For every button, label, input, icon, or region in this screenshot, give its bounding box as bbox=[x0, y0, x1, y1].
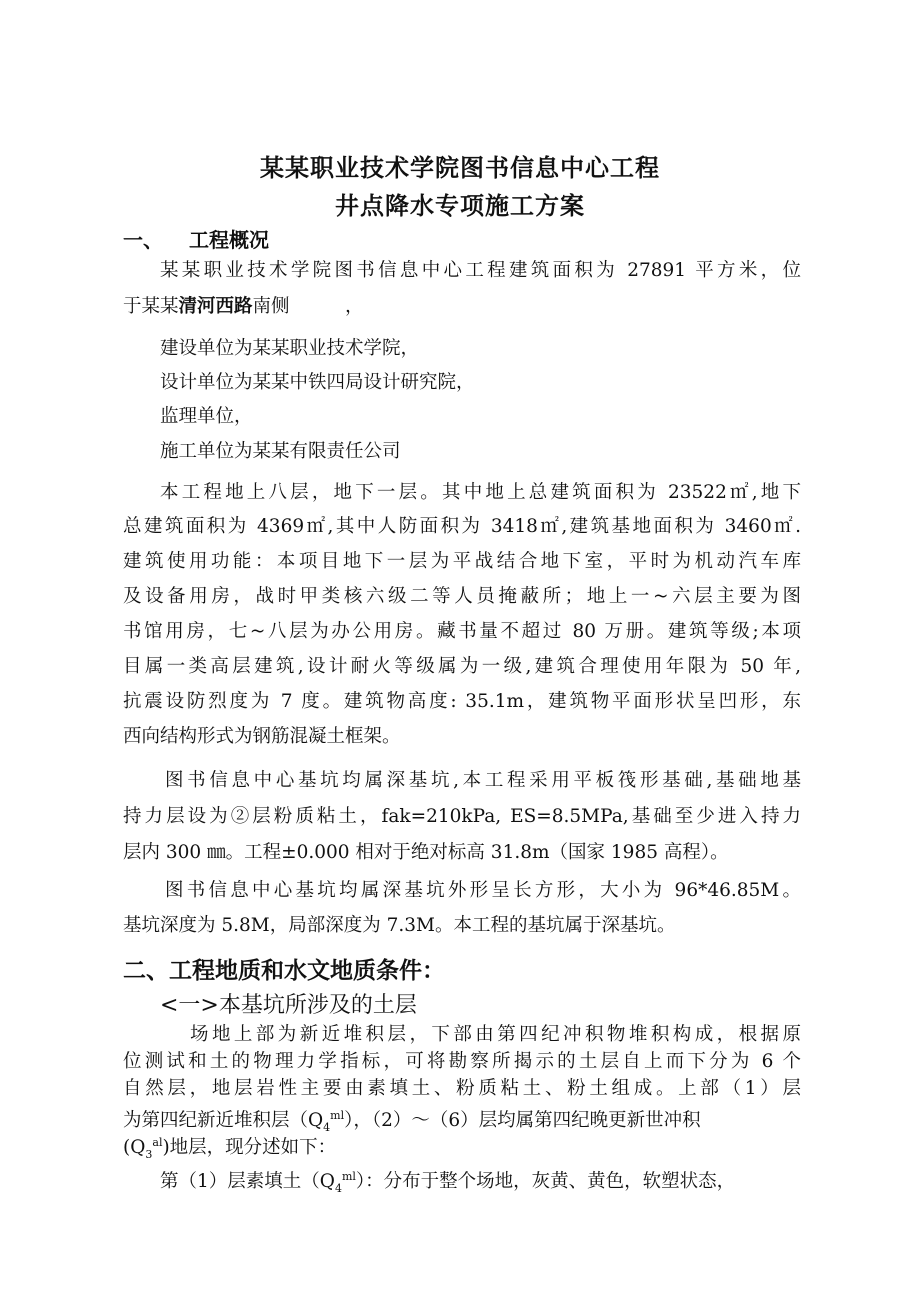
paragraph-line: 持力层设为②层粉质粘土，fak=210kPa, ES=8.5MPa,基础至少进入持力 bbox=[123, 806, 801, 827]
paragraph-line: 为第四纪新近堆积层$(Q_4^{ml})$，（2）～（6）层均属第四纪晚更新世冲积 bbox=[123, 1109, 701, 1134]
paragraph-line: 设计单位为某某中铁四局设计研究院， bbox=[160, 372, 475, 393]
paragraph-line: 本工程地上八层，地下一层。其中地上总建筑面积为 23522㎡,地下 bbox=[160, 482, 801, 503]
section-heading-2: 二、工程地质和水文地质条件： bbox=[123, 958, 445, 984]
section-title: 工程概况 bbox=[189, 228, 269, 252]
paragraph-line: 场地上部为新近堆积层，下部由第四纪冲积物堆积构成，根据原 bbox=[190, 1024, 801, 1045]
section-number: 一、 bbox=[123, 228, 163, 252]
paragraph-line: 自然层，地层岩性主要由素填土、粉质粘土、粉土组成。上部（1）层 bbox=[123, 1078, 801, 1099]
subsection-heading: <一>本基坑所涉及的土层 bbox=[160, 993, 417, 1018]
paragraph-line: $(Q_3^{al})$地层，现分述如下： bbox=[123, 1136, 337, 1161]
section-heading-1 bbox=[123, 224, 269, 253]
paragraph-line: 总建筑面积为 4369㎡,其中人防面积为 3418㎡,建筑基地面积为 3460㎡. bbox=[123, 516, 801, 537]
paragraph-line: 位测试和土的物理力学指标，可将勘察所揭示的土层自上而下分为 6 个 bbox=[123, 1051, 801, 1072]
paragraph-line: 书馆用房，七~八层为办公用房。藏书量不超过 80 万册。建筑等级;本项 bbox=[123, 621, 801, 642]
paragraph-line: 监理单位， bbox=[160, 406, 253, 427]
paragraph-line: 第（1）层素填土$(Q_4^{ml})$：分布于整个场地，灰黄、黄色，软塑状态， bbox=[160, 1170, 736, 1195]
paragraph-line: 建筑使用功能：本项目地下一层为平战结合地下室，平时为机动汽车库 bbox=[123, 551, 801, 572]
road-name: 清河西路 bbox=[178, 296, 253, 317]
doc-title-line2: 井点降水专项施工方案 bbox=[335, 192, 585, 220]
paragraph-line: 某某职业技术学院图书信息中心工程建筑面积为 27891 平方米，位 bbox=[160, 260, 801, 281]
paragraph-line: 图书信息中心基坑均属深基坑,本工程采用平板筏形基础,基础地基 bbox=[165, 770, 801, 791]
paragraph-line: 目属一类高层建筑,设计耐火等级属为一级,建筑合理使用年限为 50 年, bbox=[123, 656, 801, 677]
paragraph-line: 及设备用房，战时甲类核六级二等人员掩蔽所；地上一~六层主要为图 bbox=[123, 586, 801, 607]
doc-title-line1: 某某职业技术学院图书信息中心工程 bbox=[260, 154, 660, 182]
paragraph-line: 抗震设防烈度为 7 度。建筑物高度: 35.1m，建筑物平面形状呈凹形，东 bbox=[123, 691, 801, 712]
paragraph-line: 图书信息中心基坑均属深基坑外形呈长方形，大小为 96*46.85M。 bbox=[165, 880, 801, 901]
paragraph-line: 建设单位为某某职业技术学院， bbox=[160, 338, 420, 359]
paragraph-line: 施工单位为某某有限责任公司 bbox=[160, 441, 401, 462]
paragraph-line: 基坑深度为 5.8M，局部深度为 7.3M。本工程的基坑属于深基坑。 bbox=[123, 915, 676, 936]
paragraph-line: 于某某清河西路南侧 ， bbox=[123, 296, 364, 317]
paragraph-line: 西向结构形式为钢筋混凝土框架。 bbox=[123, 726, 401, 747]
paragraph-line: 层内 300 ㎜。工程±0.000 相对于绝对标高 31.8m（国家 1985 高程）。 bbox=[123, 842, 729, 863]
